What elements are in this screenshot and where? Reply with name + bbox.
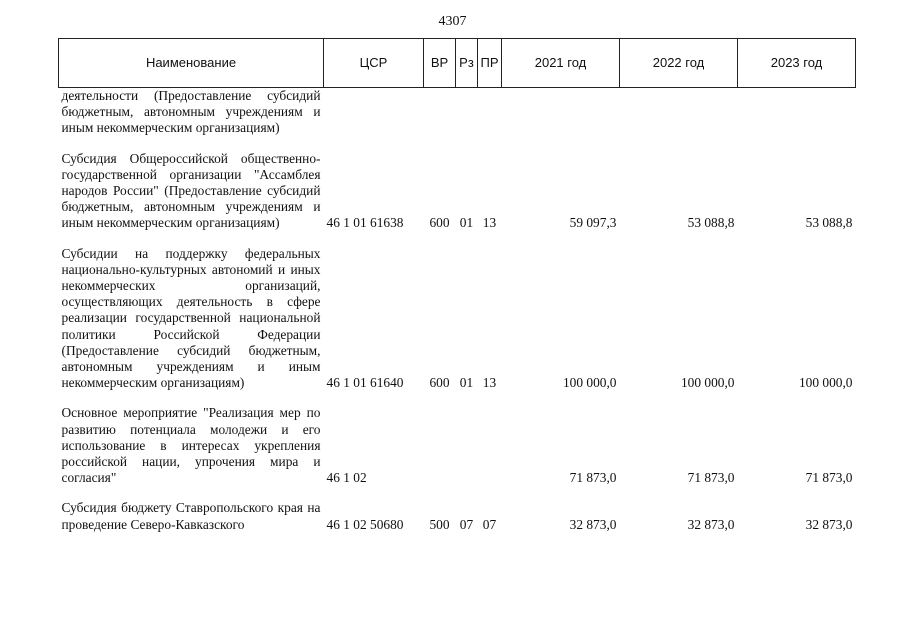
column-header-2023: 2023 год: [738, 39, 856, 88]
row-2023: 71 873,0: [805, 470, 853, 486]
row-2023: [738, 88, 856, 137]
row-rz: 01: [459, 215, 474, 231]
row-rz: 01: [459, 375, 474, 391]
row-2022: [620, 88, 738, 137]
row-2021: [502, 88, 620, 137]
row-pr: [478, 405, 502, 486]
row-vr: [424, 88, 456, 137]
budget-table: [58, 38, 856, 533]
table-row: [59, 405, 856, 486]
row-2023: 32 873,0: [805, 516, 853, 532]
page-number: 4307: [438, 14, 467, 29]
column-header-pr: ПР: [478, 39, 502, 88]
column-header-csr: ЦСР: [324, 39, 424, 88]
row-vr: 500: [429, 516, 450, 532]
row-csr: 46 1 01 61640: [326, 375, 404, 391]
row-csr: 46 1 02: [326, 470, 367, 486]
row-name: Основное мероприятие "Реализация мер по развитию потенциала молодежи и его использование в интересах укрепления российской нации, упрочения мира и согласия": [61, 405, 321, 486]
row-spacer: [59, 137, 856, 151]
row-name: Субсидии на поддержку федеральных национально-культурных автономий и иных некоммерческих организаций, осуществляющих деятельность в сфере реализации государственной национальной политики Российской Федерации (Предоставление субсидий бюджетным, автономным учреждениям и иным некоммерческим организациям): [61, 245, 321, 391]
row-2022: 53 088,8: [687, 215, 735, 231]
column-header-2021: 2021 год: [502, 39, 620, 88]
table-header-row: [59, 39, 856, 88]
column-header-name: Наименование: [59, 39, 324, 88]
column-header-rz: Рз: [456, 39, 478, 88]
row-2022: 32 873,0: [687, 516, 735, 532]
table-row: [59, 500, 856, 532]
row-rz: [456, 88, 478, 137]
row-vr: 600: [429, 215, 450, 231]
row-2021: 100 000,0: [562, 375, 617, 391]
column-header-2022: 2022 год: [620, 39, 738, 88]
column-header-vr: ВР: [424, 39, 456, 88]
table-row: [59, 151, 856, 232]
row-2021: 71 873,0: [569, 470, 617, 486]
row-vr: [424, 405, 456, 486]
row-2021: 32 873,0: [569, 516, 617, 532]
row-2021: 59 097,3: [569, 215, 617, 231]
row-spacer: [59, 486, 856, 500]
table-row: [59, 88, 856, 137]
row-csr: 46 1 02 50680: [326, 516, 404, 532]
row-spacer: [59, 232, 856, 246]
row-pr: 13: [482, 215, 497, 231]
row-csr: 46 1 01 61638: [326, 215, 404, 231]
row-name: Субсидия Общероссийской общественно-государственной организации "Ассамблея народов России" (Предоставление субсидий бюджетным, автономным учреждениям и иным некоммерческим организациям): [61, 150, 321, 231]
row-2023: 100 000,0: [798, 375, 853, 391]
row-rz: [456, 405, 478, 486]
table-row: [59, 246, 856, 392]
row-name: Субсидия бюджету Ставропольского края на проведение Северо-Кавказского: [61, 500, 321, 532]
row-pr: 13: [482, 375, 497, 391]
row-2022: 71 873,0: [687, 470, 735, 486]
row-spacer: [59, 391, 856, 405]
row-pr: 07: [482, 516, 497, 532]
row-vr: 600: [429, 375, 450, 391]
row-rz: 07: [459, 516, 474, 532]
row-2022: 100 000,0: [680, 375, 735, 391]
row-csr: [324, 88, 424, 137]
row-pr: [478, 88, 502, 137]
row-name: деятельности (Предоставление субсидий бюджетным, автономным учреждениям и иным некоммерческим организациям): [61, 88, 321, 136]
row-2023: 53 088,8: [805, 215, 853, 231]
